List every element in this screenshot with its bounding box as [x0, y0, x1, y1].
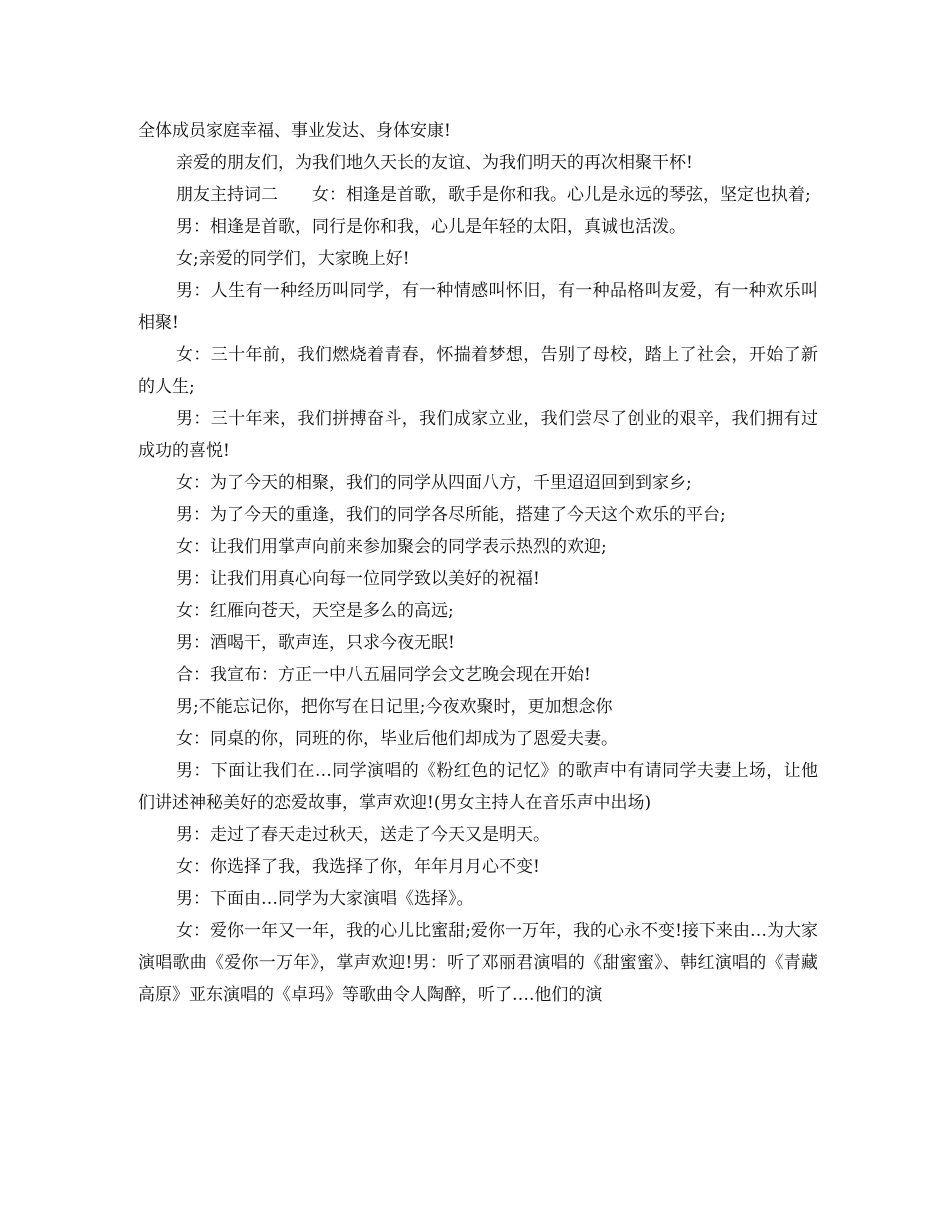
document-paragraph: 合：我宣布：方正一中八五届同学会文艺晚会现在开始!	[176, 665, 591, 685]
document-paragraph: 男：人生有一种经历叫同学，有一种情感叫怀旧，有一种品格叫友爱，有一种欢乐叫相聚!	[138, 281, 818, 333]
document-paragraph: 女：同桌的你，同班的你，毕业后他们却成为了恩爱夫妻。	[176, 729, 618, 749]
document-paragraph: 男：三十年来，我们拼搏奋斗，我们成家立业，我们尝尽了创业的艰辛，我们拥有过成功的喜悦!	[138, 409, 818, 461]
document-paragraph: 全体成员家庭幸福、事业发达、身体安康!	[138, 121, 451, 141]
document-paragraph: 男：相逢是首歌，同行是你和我，心儿是年轻的太阳，真诚也活泼。	[176, 217, 686, 237]
document-paragraph: 女：你选择了我，我选择了你，年年月月心不变!	[176, 857, 540, 877]
document-paragraph: 女：红雁向苍天，天空是多么的高远;	[176, 601, 454, 621]
document-paragraph: 男：走过了春天走过秋天，送走了今天又是明天。	[176, 825, 550, 845]
document-paragraph: 女：为了今天的相聚，我们的同学从四面八方，千里迢迢回到到家乡;	[176, 473, 692, 493]
document-paragraph: 男：为了今天的重逢，我们的同学各尽所能，搭建了今天这个欢乐的平台;	[176, 505, 726, 525]
document-paragraph: 亲爱的朋友们，为我们地久天长的友谊、为我们明天的再次相聚干杯!	[176, 153, 693, 173]
document-paragraph: 女：三十年前，我们燃烧着青春，怀揣着梦想，告别了母校，踏上了社会，开始了新的人生;	[138, 345, 818, 397]
document-paragraph: 男：下面让我们在…同学演唱的《粉红色的记忆》的歌声中有请同学夫妻上场，让他们讲述神秘美好的恋爱故事，掌声欢迎!(男女主持人在音乐声中出场)	[138, 761, 818, 813]
document-paragraph: 女：让我们用掌声向前来参加聚会的同学表示热烈的欢迎;	[176, 537, 607, 557]
document-paragraph: 男：让我们用真心向每一位同学致以美好的祝福!	[176, 569, 540, 589]
document-paragraph: 女：爱你一年又一年，我的心儿比蜜甜;爱你一万年，我的心永不变!接下来由…为大家演唱歌曲《爱你一万年》，掌声欢迎!男：听了邓丽君演唱的《甜蜜蜜》、韩红演唱的《青藏高原》亚东演唱的《卓玛》等歌曲令人陶醉，听了….他们的演	[138, 921, 818, 1005]
document-paragraph: 朋友主持词二 女：相逢是首歌，歌手是你和我。心儿是永远的琴弦，坚定也执着;	[176, 185, 811, 205]
document-paragraph: 男：酒喝干，歌声连，只求今夜无眠!	[176, 633, 455, 653]
document-paragraph: 女;亲爱的同学们，大家晚上好!	[176, 249, 410, 269]
document-paragraph: 男;不能忘记你，把你写在日记里;今夜欢聚时，更加想念你	[176, 697, 613, 717]
document-paragraph: 男：下面由…同学为大家演唱《选择》。	[176, 889, 474, 909]
document-body	[138, 115, 818, 1011]
